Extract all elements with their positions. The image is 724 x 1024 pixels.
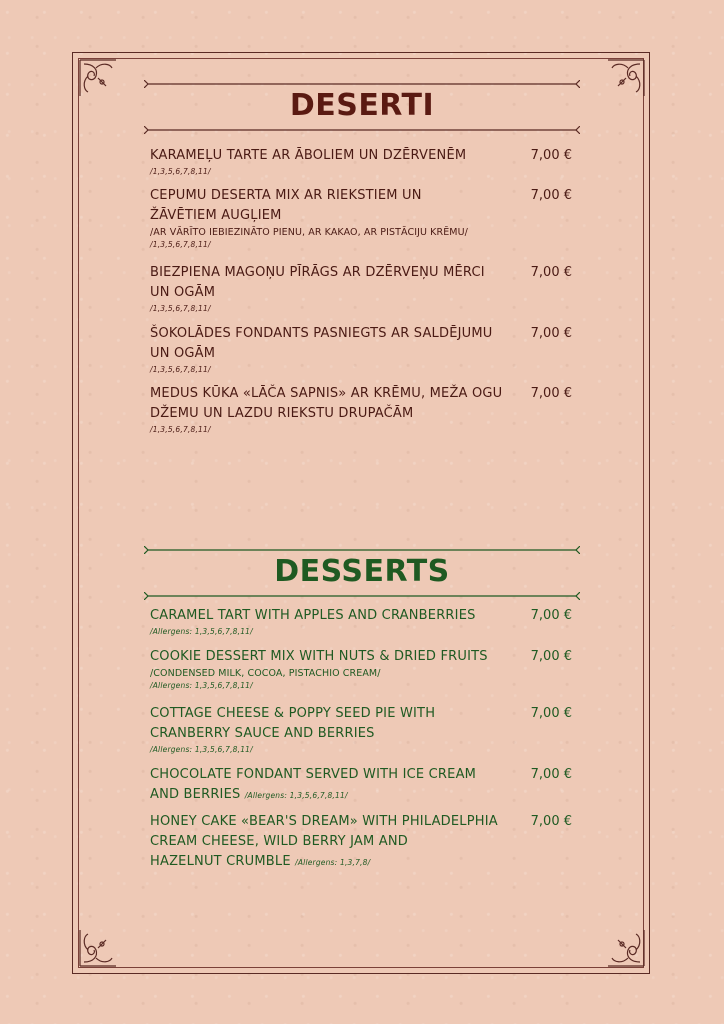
menu-item-name-line1: CEPUMU DESERTA MIX AR RIEKSTIEM UN (150, 188, 422, 203)
menu-item (150, 384, 576, 435)
menu-item-name: COOKIE DESSERT MIX WITH NUTS & DRIED FRUITS (150, 649, 488, 664)
menu-item-price: 7,00 € (530, 265, 572, 280)
menu-item-price: 7,00 € (530, 386, 572, 401)
menu-item-allergens: /Allergens: 1,3,5,6,7,8,11/ (244, 791, 348, 800)
menu-item-price: 7,00 € (530, 767, 572, 782)
menu-item-name-line3: HAZELNUT CRUMBLE /Allergens: 1,3,7,8/ (150, 854, 371, 869)
menu-item-name: CARAMEL TART WITH APPLES AND CRANBERRIES (150, 608, 476, 623)
menu-item-allergens: /1,3,5,6,7,8,11/ (150, 304, 211, 313)
menu-item-name-line1: CHOCOLATE FONDANT SERVED WITH ICE CREAM (150, 767, 477, 782)
ornamental-rule-icon (144, 592, 580, 600)
section-heading-latvian: DESERTI (289, 88, 435, 123)
menu-item (150, 812, 576, 873)
menu-item-allergens: /Allergens: 1,3,5,6,7,8,11/ (150, 745, 253, 754)
menu-item-price: 7,00 € (530, 608, 572, 623)
menu-item-allergens: /1,3,5,6,7,8,11/ (150, 240, 211, 249)
menu-item-name-line2: ŽĀVĒTIEM AUGĻIEM (150, 208, 282, 223)
menu-item-name-line1: BIEZPIENA MAGOŅU PĪRĀGS AR DZĒRVEŅU MĒRCI (150, 265, 485, 280)
menu-item-allergens: /Allergens: 1,3,5,6,7,8,11/ (150, 681, 253, 690)
menu-item-name-line2: UN OGĀM (150, 346, 216, 361)
menu-item-allergens: /1,3,5,6,7,8,11/ (150, 365, 211, 374)
section-heading-english: DESSERTS (274, 554, 450, 589)
menu-item (150, 324, 576, 375)
menu-item (150, 186, 576, 250)
menu-item-price: 7,00 € (530, 706, 572, 721)
menu-item-allergens: /Allergens: 1,3,7,8/ (295, 858, 371, 867)
ornamental-rule-icon (144, 546, 580, 554)
menu-item-name-line2: DŽEMU UN LAZDU RIEKSTU DRUPAČĀM (150, 406, 414, 421)
menu-item-price: 7,00 € (530, 814, 572, 829)
menu-item-name-line2: UN OGĀM (150, 285, 216, 300)
menu-item-note: /CONDENSED MILK, COCOA, PISTACHIO CREAM/ (150, 668, 381, 679)
ornamental-rule-icon (144, 80, 580, 88)
flourish-corner-icon (76, 56, 132, 112)
menu-item-allergens: /Allergens: 1,3,5,6,7,8,11/ (150, 627, 253, 636)
menu-item-name-line2: AND BERRIES /Allergens: 1,3,5,6,7,8,11/ (150, 787, 348, 802)
menu-item-name-line1: ŠOKOLĀDES FONDANTS PASNIEGTS AR SALDĒJUMU (150, 326, 493, 341)
menu-item (150, 263, 576, 314)
flourish-corner-icon (592, 914, 648, 970)
menu-item-name: KARAMEĻU TARTE AR ĀBOLIEM UN DZĒRVENĒM (150, 148, 467, 163)
menu-item-name-line2: CREAM CHEESE, WILD BERRY JAM AND (150, 834, 408, 849)
menu-item-note: /AR VĀRĪTO IEBIEZINĀTO PIENU, AR KAKAO, AR PISTĀCIJU KRĒMU/ (150, 227, 468, 238)
flourish-corner-icon (592, 56, 648, 112)
menu-item (150, 647, 576, 691)
menu-item-price: 7,00 € (530, 148, 572, 163)
menu-item-name-line1: HONEY CAKE «BEAR'S DREAM» WITH PHILADELPHIA (150, 814, 498, 829)
menu-item (150, 146, 576, 177)
menu-item-price: 7,00 € (530, 188, 572, 203)
menu-item (150, 765, 576, 806)
menu-item-name-line2: CRANBERRY SAUCE AND BERRIES (150, 726, 375, 741)
menu-item-allergens: /1,3,5,6,7,8,11/ (150, 167, 211, 176)
menu-item-allergens: /1,3,5,6,7,8,11/ (150, 425, 211, 434)
ornamental-rule-icon (144, 126, 580, 134)
flourish-corner-icon (76, 914, 132, 970)
menu-item (150, 606, 576, 637)
menu-item-name-line1: MEDUS KŪKA «LĀČA SAPNIS» AR KRĒMU, MEŽA OGU (150, 386, 503, 401)
menu-item (150, 704, 576, 755)
menu-item-price: 7,00 € (530, 649, 572, 664)
menu-item-name-line1: COTTAGE CHEESE & POPPY SEED PIE WITH (150, 706, 436, 721)
menu-item-price: 7,00 € (530, 326, 572, 341)
